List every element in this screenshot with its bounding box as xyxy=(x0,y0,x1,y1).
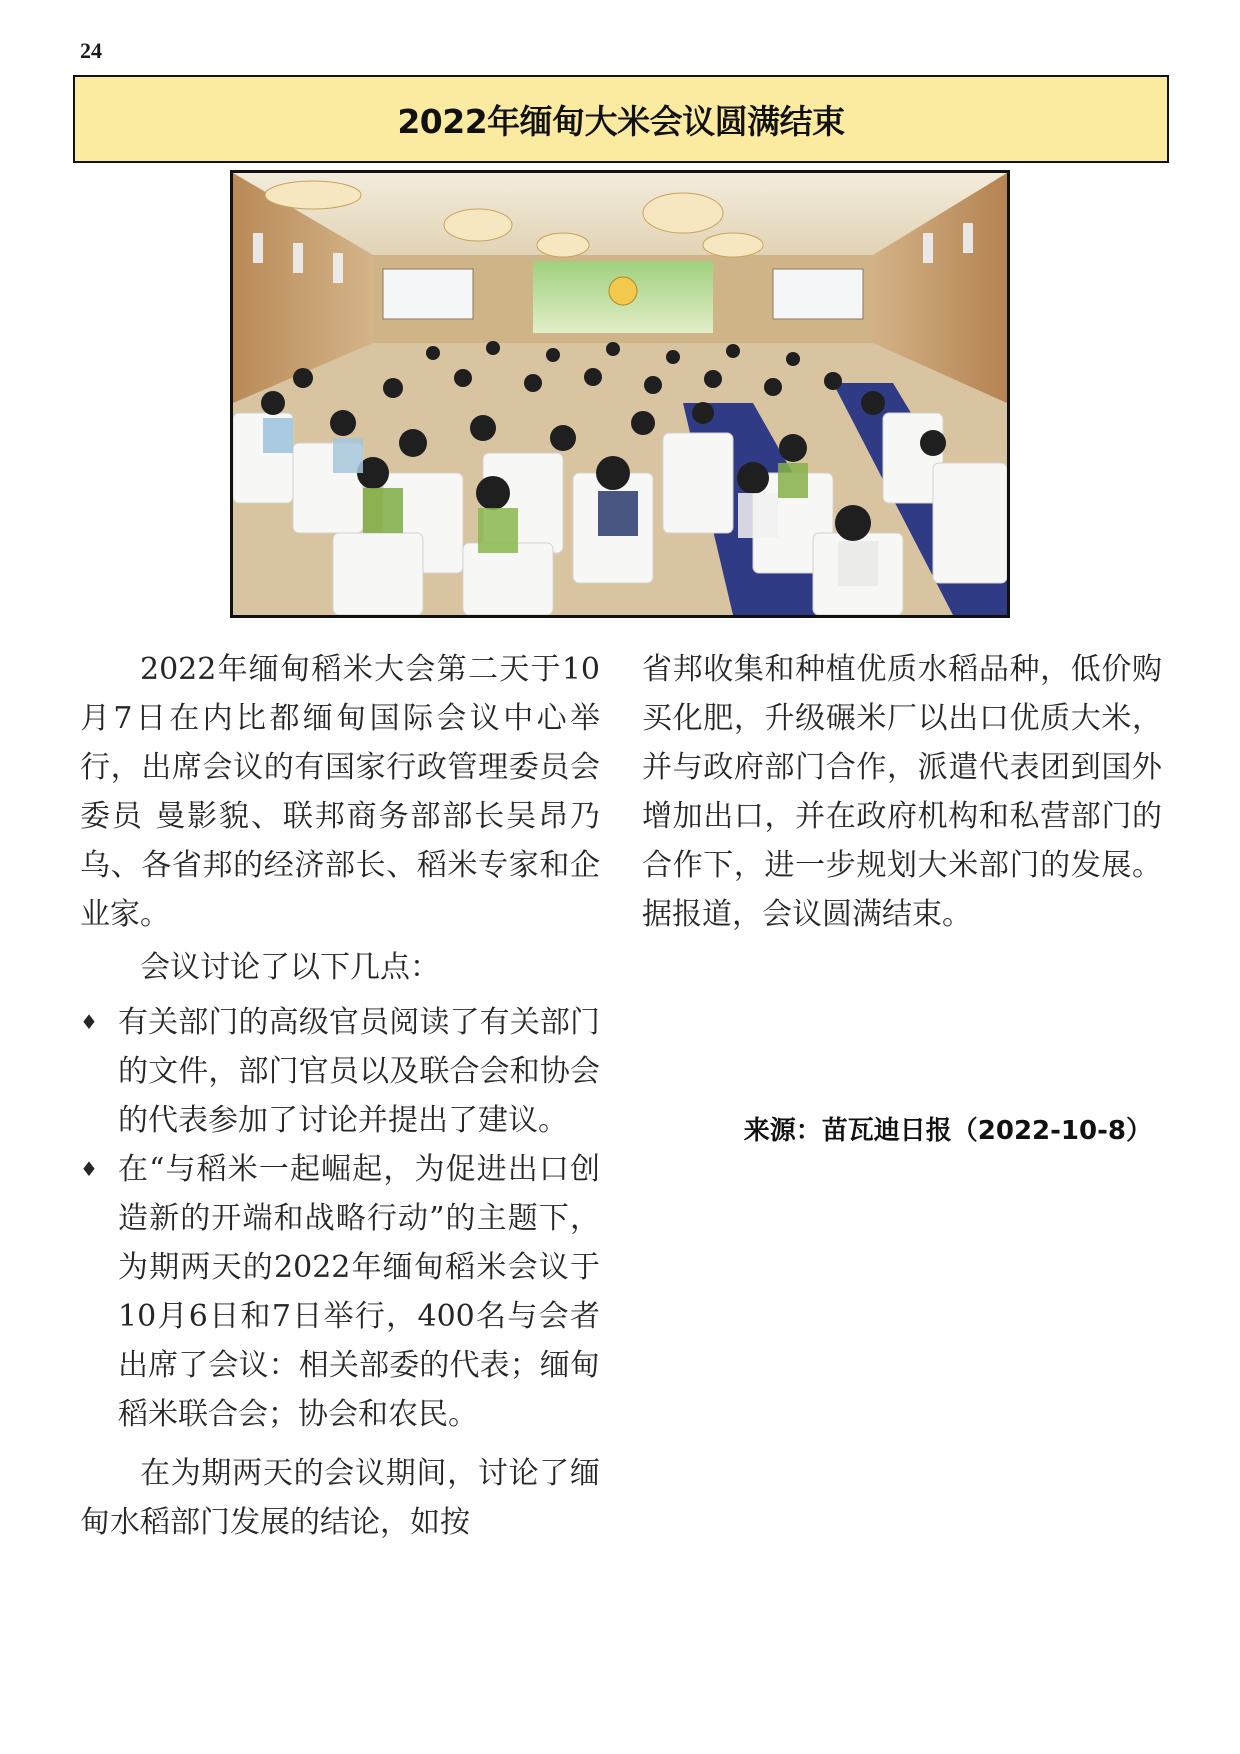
diamond-bullet-icon: ♦ xyxy=(80,1157,98,1181)
conference-photo xyxy=(230,170,1010,618)
right-column xyxy=(642,645,1162,939)
page-number: 24 xyxy=(80,38,102,63)
title-banner xyxy=(73,75,1169,163)
body-paragraph-1: 2022年缅甸稻米大会第二天于10月7日在内比都缅甸国际会议中心举行，出席会议的有国家行政管理委员会委员 曼影貌、联邦商务部部长吴昂乃乌、各省邦的经济部长、稻米专家和企业家。 xyxy=(80,652,600,932)
diamond-bullet-icon: ♦ xyxy=(80,1010,98,1034)
body-paragraph-2: 在为期两天的会议期间，讨论了缅甸水稻部门发展的结论，如按 xyxy=(80,1456,600,1540)
list-item xyxy=(80,1145,600,1439)
list-item-text: 有关部门的高级官员阅读了有关部门的文件，部门官员以及联合会和协会的代表参加了讨论并提出了建议。 xyxy=(118,1005,600,1138)
source-credit: 来源：苗瓦迪日报（2022-10-8） xyxy=(743,1116,1152,1146)
discussion-points xyxy=(80,998,600,1439)
discussion-intro: 会议讨论了以下几点： xyxy=(140,950,440,985)
list-item xyxy=(80,998,600,1145)
body-paragraph-3: 省邦收集和种植优质水稻品种，低价购买化肥，升级碾米厂以出口优质大米，并与政府部门合作，派遣代表团到国外增加出口，并在政府机构和私营部门的合作下，进一步规划大米部门的发展。据报道，会议圆满结束。 xyxy=(642,652,1162,932)
left-column xyxy=(80,645,600,1551)
list-item-text: 在“与稻米一起崛起，为促进出口创造新的开端和战略行动”的主题下，为期两天的2022年缅甸稻米会议于10月6日和7日举行，400名与会者出席了会议：相关部委的代表；缅甸稻米联合会；协会和农民。 xyxy=(118,1152,600,1432)
page-title: 2022年缅甸大米会议圆满结束 xyxy=(397,101,845,141)
